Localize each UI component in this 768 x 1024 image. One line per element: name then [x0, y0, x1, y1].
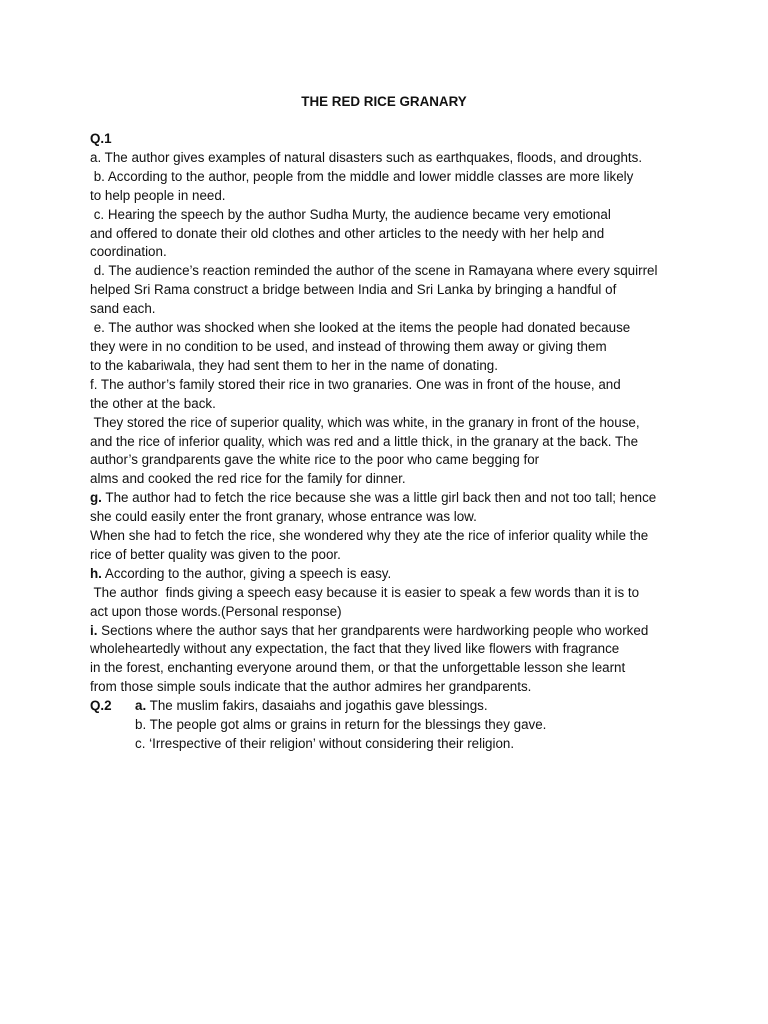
q1-answer-line: author’s grandparents gave the white rice to the poor who came begging for	[90, 452, 540, 468]
q1-answer-line: When she had to fetch the rice, she wondered why they ate the rice of inferior quality while the	[90, 528, 649, 544]
q2-section	[90, 697, 740, 754]
q2-answers	[135, 697, 546, 754]
document-title: THE RED RICE GRANARY	[301, 94, 467, 109]
q1-heading: Q.1	[90, 131, 112, 146]
q1-answer-line: The author finds giving a speech easy because it is easier to speak a few words than it is to	[90, 584, 640, 600]
q1-answer-line: h. According to the author, giving a speech is easy.	[90, 565, 392, 581]
q1-answer-line: to help people in need.	[90, 187, 226, 203]
q1-answer-line: wholeheartedly without any expectation, the fact that they lived like flowers with fragrance	[90, 641, 620, 657]
q1-answer-line: from those simple souls indicate that the author admires her grandparents.	[90, 679, 532, 695]
q1-answers	[90, 149, 740, 697]
q1-answer-line: a. The author gives examples of natural disasters such as earthquakes, floods, and droughts.	[90, 149, 643, 165]
q1-answer-line: f. The author’s family stored their rice in two granaries. One was in front of the house, and	[90, 376, 621, 392]
q2-answer-line: c. ‘Irrespective of their religion’ without considering their religion.	[135, 736, 515, 751]
document-body	[90, 130, 740, 754]
q1-answer-line: in the forest, enchanting everyone around them, or that the unforgettable lesson she learnt	[90, 660, 626, 676]
q1-answer-line: to the kabariwala, they had sent them to her in the name of donating.	[90, 357, 498, 373]
q1-answer-line: c. Hearing the speech by the author Sudha Murty, the audience became very emotional	[90, 206, 611, 222]
q1-answer-line: sand each.	[90, 301, 156, 317]
q1-answer-line: e. The author was shocked when she looked at the items the people had donated because	[90, 320, 631, 336]
q1-answer-line: alms and cooked the red rice for the family for dinner.	[90, 471, 406, 487]
q1-answer-line: They stored the rice of superior quality, which was white, in the granary in front of the house,	[90, 414, 640, 430]
q1-answer-line: they were in no condition to be used, and instead of throwing them away or giving them	[90, 338, 607, 354]
q2-heading: Q.2	[90, 698, 112, 714]
q1-answer-line: the other at the back.	[90, 395, 216, 411]
q1-answer-line: coordination.	[90, 244, 167, 260]
q1-answer-line: i. Sections where the author says that her grandparents were hardworking people who worked	[90, 622, 649, 638]
q1-answer-line: act upon those words.(Personal response)	[90, 603, 342, 619]
q1-answer-line: g. The author had to fetch the rice because she was a little girl back then and not too tall; hence	[90, 490, 657, 506]
q1-answer-line: and the rice of inferior quality, which was red and a little thick, in the granary at the back. The	[90, 433, 639, 449]
q1-answer-line: and offered to donate their old clothes and other articles to the needy with her help and	[90, 225, 605, 241]
q2-answer-line: b. The people got alms or grains in return for the blessings they gave.	[135, 717, 547, 733]
q1-answer-line: rice of better quality was given to the poor.	[90, 546, 341, 562]
q1-answer-line: helped Sri Rama construct a bridge between India and Sri Lanka by bringing a handful of	[90, 282, 617, 298]
q2-answer-line: a. The muslim fakirs, dasaiahs and jogathis gave blessings.	[135, 698, 488, 714]
q1-answer-line: b. According to the author, people from the middle and lower middle classes are more likely	[90, 168, 634, 184]
q1-answer-line: she could easily enter the front granary, whose entrance was low.	[90, 509, 477, 525]
q1-answer-line: d. The audience’s reaction reminded the author of the scene in Ramayana where every squirrel	[90, 263, 658, 279]
